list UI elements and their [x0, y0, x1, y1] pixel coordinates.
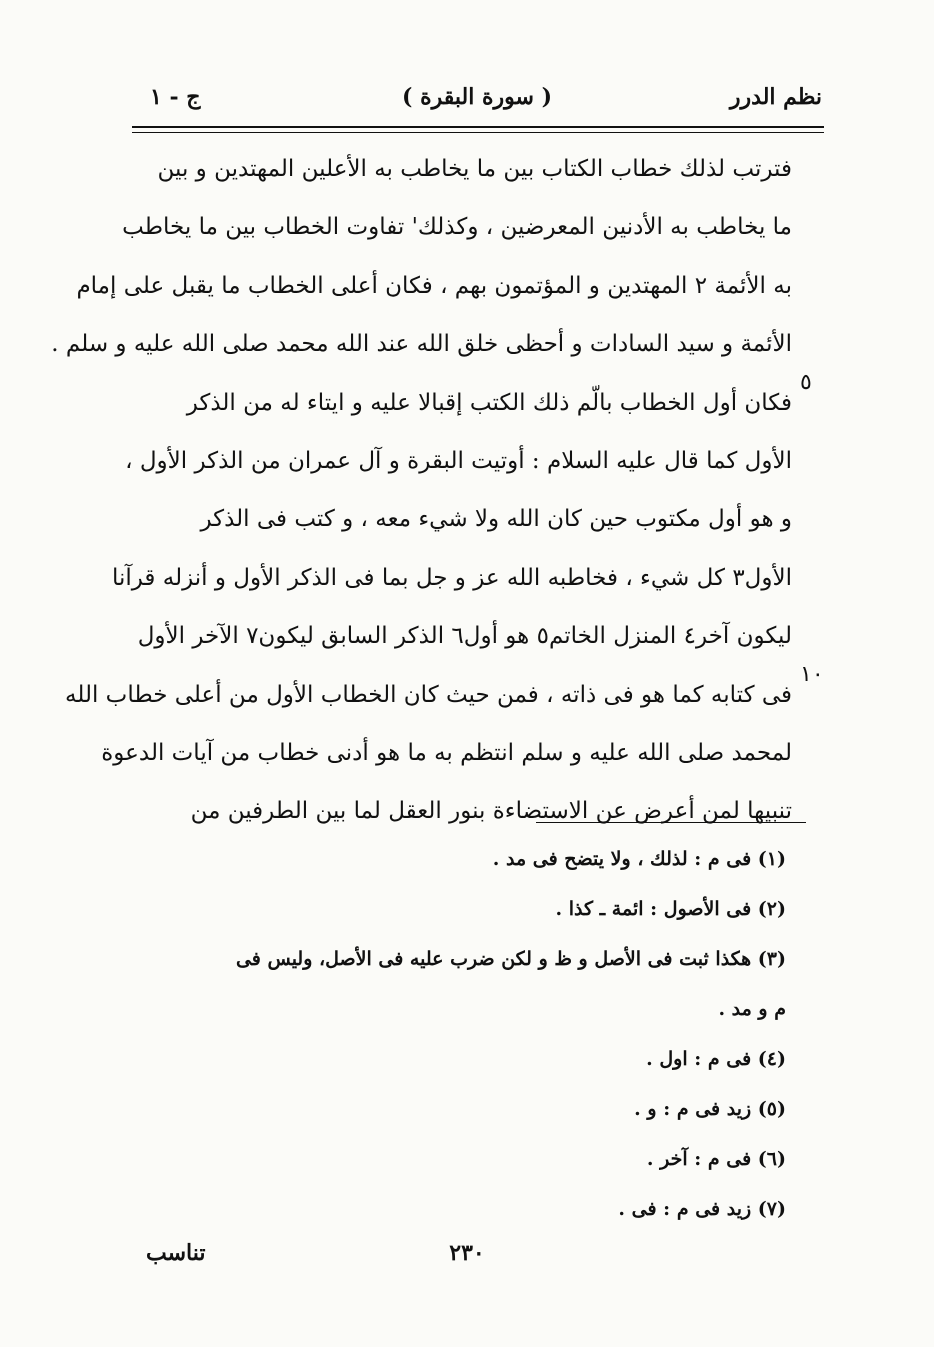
text-line: فكان أول الخطاب بالّم ذلك الكتب إقبالا عليه و ايتاء له من الذكر — [186, 389, 792, 416]
main-text — [51, 140, 792, 841]
footnote: (٤) فى م : اول . — [646, 1048, 786, 1070]
footnote: (٥) زيد فى م : و . — [634, 1098, 786, 1120]
page-number: ٢٣٠ — [449, 1240, 485, 1266]
text-line: تنبيها لمن أعرض عن الاستضاءة بنور العقل لما بين الطرفين من — [190, 798, 792, 825]
text-line: و هو أول مكتوب حين كان الله ولا شيء معه ، و كتب فى الذكر — [200, 506, 792, 533]
page-header — [132, 78, 822, 122]
text-line: لمحمد صلى الله عليه و سلم انتظم به ما هو أدنى خطاب من آيات الدعوة — [101, 739, 792, 766]
header-divider — [132, 126, 824, 128]
text-line: الأول كما قال عليه السلام : أوتيت البقرة و آل عمران من الذكر الأول ، — [125, 447, 792, 474]
text-line: ليكون آخر٤ المنزل الخاتم٥ هو أول٦ الذكر السابق ليكون٧ الآخر الأول — [137, 623, 792, 650]
text-line: الأول٣ كل شيء ، فخاطبه الله عز و جل بما فى الذكر الأول و أنزله قرآنا — [111, 564, 792, 591]
footnote-divider — [536, 822, 806, 823]
footnotes — [130, 834, 786, 1234]
text-line: الأئمة و سيد السادات و أحظى خلق الله عند الله محمد صلى الله عليه و سلم . — [51, 331, 792, 358]
line-number-5: ٥ — [800, 370, 812, 395]
volume-label: ج - ١ — [150, 84, 201, 110]
footnote: (١) فى م : لذلك ، ولا يتضح فى مد . — [492, 848, 786, 870]
footnote: (٢) فى الأصول : ائمة ـ كذا . — [555, 898, 786, 920]
catchword: تناسب — [146, 1240, 206, 1266]
page-footer — [0, 1240, 934, 1280]
footnote: (٦) فى م : آخر . — [646, 1148, 786, 1170]
header-divider-thin — [132, 132, 824, 133]
text-line: ما يخاطب به الأدنين المعرضين ، وكذلك' تفاوت الخطاب بين ما يخاطب — [122, 214, 792, 241]
footnote: (٣) هكذا ثبت فى الأصل و ظ و لكن ضرب عليه فى الأصل، وليس فى — [235, 948, 786, 970]
book-title: نظم الدرر — [729, 84, 822, 110]
footnote: (٧) زيد فى م : فى . — [618, 1198, 786, 1220]
text-line: فى كتابه كما هو فى ذاته ، فمن حيث كان الخطاب الأول من أعلى خطاب الله — [65, 681, 792, 708]
line-number-10: ١٠ — [800, 662, 824, 687]
text-line: فترتب لذلك خطاب الكتاب بين ما يخاطب به الأعلين المهتدين و بين — [157, 156, 792, 182]
surah-title: ( سورة البقرة ) — [402, 84, 552, 110]
text-line: به الأئمة ٢ المهتدين و المؤتمون بهم ، فكان أعلى الخطاب ما يقبل على إمام — [76, 272, 792, 299]
footnote-continuation: م و مد . — [718, 998, 786, 1020]
